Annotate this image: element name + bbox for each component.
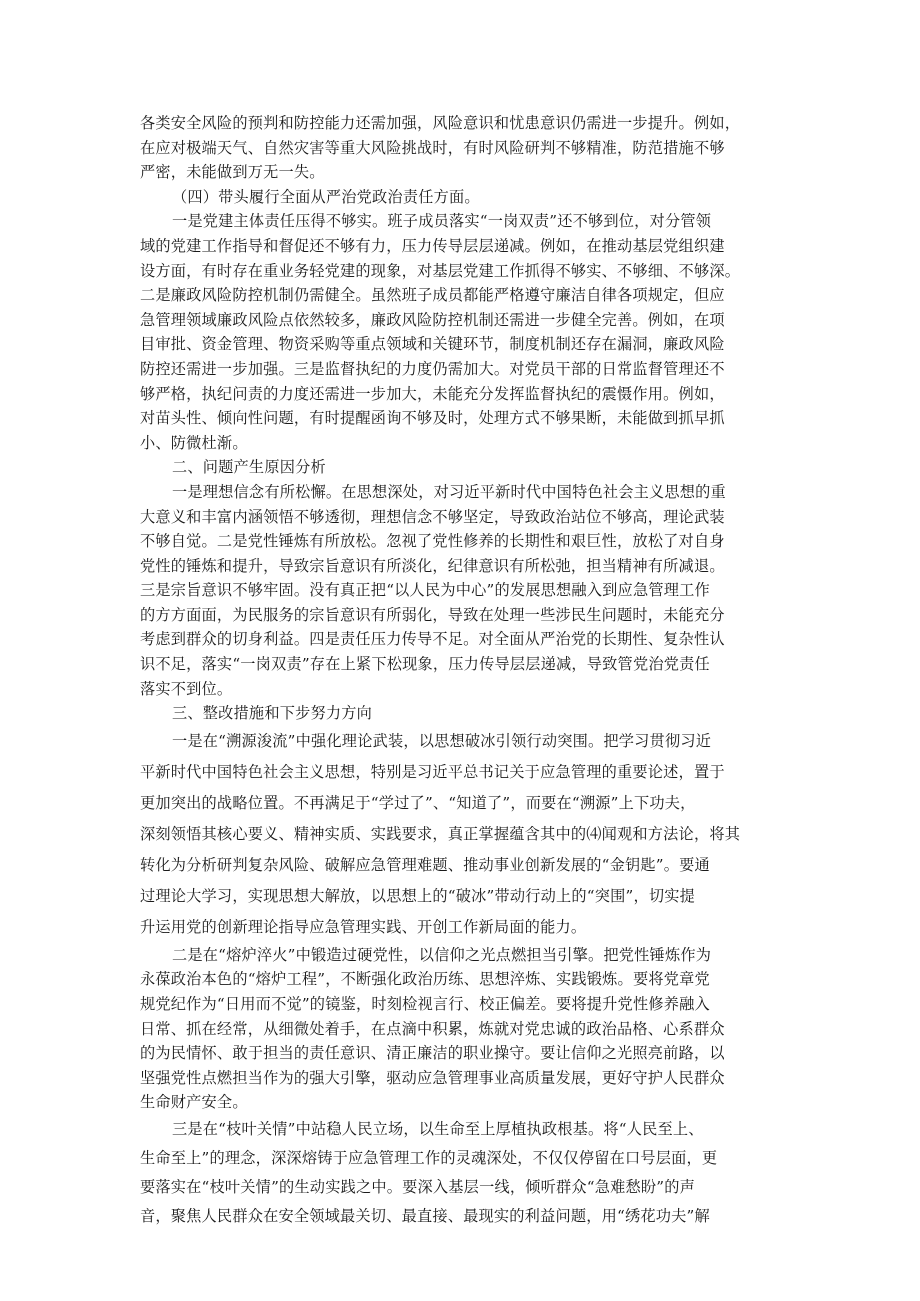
text-line: 升运用党的创新理论指导应急管理实践、开创工作新局面的能力。 (140, 917, 587, 936)
text-line: 考虑到群众的切身利益。四是责任压力传导不足。对全面从严治党的长期性、复杂性认 (140, 630, 725, 649)
paragraph-cause-analysis (140, 480, 785, 701)
text-line: 落实不到位。 (140, 679, 233, 698)
text-line: 的方方面面，为民服务的宗旨意识有所弱化，导致在处理一些涉民生问题时，未能充分 (140, 605, 725, 624)
text-line: 一是在“溯源浚流”中强化理论武装，以思想破冰引领行动突围。把学习贯彻习近 (172, 731, 712, 750)
text-line: 坚强党性点燃担当作为的强大引擎，驱动应急管理事业高质量发展，更好守护人民群众 (140, 1068, 725, 1087)
text-line: 不够自觉。二是党性锤炼有所放松。忽视了党性修养的长期性和艰巨性，放松了对自身 (140, 532, 725, 551)
text-line: 一是理想信念有所松懈。在思想深处，对习近平新时代中国特色社会主义思想的重 (172, 482, 726, 501)
paragraph-party-building (140, 209, 785, 455)
text-line: 过理论大学习，实现思想大解放，以思想上的“破冰”带动行动上的“突围”，切实提 (140, 886, 696, 905)
text-line: 设方面，有时存在重业务轻党建的现象，对基层党建工作抓得不够实、不够细、不够深。 (140, 261, 741, 280)
paragraph-risk-prevention (140, 111, 785, 185)
text-line: 对苗头性、倾向性问题，有时提醒函询不够及时，处理方式不够果断，未能做到抓早抓 (140, 409, 725, 428)
text-line: 更加突出的战略位置。不再满足于“学过了”、“知道了”，而要在“溯源”上下功夫， (140, 793, 696, 812)
text-line: 防控还需进一步加强。三是监督执纪的力度仍需加大。对党员干部的日常监督管理还不 (140, 359, 725, 378)
text-line: 域的党建工作指导和督促还不够有力，压力传导层层递减。例如，在推动基层党组织建 (140, 236, 725, 255)
text-line: 三是宗旨意识不够牢固。没有真正把“以人民为中心”的发展思想融入到应急管理工作 (140, 581, 710, 600)
paragraph-people-first (140, 1115, 785, 1231)
text-line: 急管理领域廉政风险点依然较多，廉政风险防控机制还需进一步健全完善。例如，在项 (140, 310, 725, 329)
document-page (140, 111, 785, 1231)
text-line: 平新时代中国特色社会主义思想，特别是习近平总书记关于应急管理的重要论述，置于 (140, 762, 725, 781)
heading-text: 三、整改措施和下步努力方向 (172, 704, 373, 723)
heading-text: （四）带头履行全面从严治党政治责任方面。 (172, 187, 480, 206)
text-line: 小、防微杜渐。 (140, 433, 248, 452)
text-line: 严密，未能做到万无一失。 (140, 163, 325, 182)
text-line: 一是党建主体责任压得不够实。班子成员落实“一岗双责”还不够到位，对分管领 (172, 212, 712, 231)
text-line: 的为民情怀、敢于担当的责任意识、清正廉洁的职业操守。要让信仰之光照亮前路，以 (140, 1044, 725, 1063)
text-line: 转化为分析研判复杂风险、破解应急管理难题、推动事业创新发展的“金钥匙”。要通 (140, 855, 710, 874)
text-line: 党性的锤炼和提升，导致宗旨意识有所淡化，纪律意识有所松弛，担当精神有所减退。 (140, 556, 725, 575)
text-line: 音，聚焦人民群众在安全领域最关切、最直接、最现实的利益问题，用“绣花功夫”解 (140, 1207, 710, 1225)
text-line: 日常、抓在经常，从细微处着手，在点滴中积累，炼就对党忠诚的政治品格、心系群众 (140, 1019, 725, 1038)
paragraph-party-spirit (140, 943, 785, 1115)
text-line: 够严格，执纪问责的力度还需进一步加大，未能充分发挥监督执纪的震慑作用。例如， (140, 384, 725, 403)
text-line: 要落实在“枝叶关情”的生动实践之中。要深入基层一线，倾听群众“急难愁盼”的声 (140, 1178, 696, 1196)
section-heading-cause-analysis (140, 455, 785, 480)
section-heading-rectification (140, 701, 785, 726)
text-line: 各类安全风险的预判和防控能力还需加强，风险意识和忧患意识仍需进一步提升。例如， (140, 114, 741, 132)
heading-text: 二、问题产生原因分析 (172, 458, 326, 477)
text-line: 二是廉政风险防控机制仍需健全。虽然班子成员都能严格遵守廉洁自律各项规定，但应 (140, 286, 725, 305)
text-line: 在应对极端天气、自然灾害等重大风险挑战时，有时风险研判不够精准，防范措施不够 (140, 138, 725, 157)
text-line: 三是在“枝叶关情”中站稳人民立场，以生命至上厚植执政根基。将“人民至上、 (172, 1120, 704, 1138)
text-line: 目审批、资金管理、物资采购等重点领域和关键环节，制度机制还存在漏洞，廉政风险 (140, 335, 725, 354)
text-line: 深刻领悟其核心要义、精神实质、实践要求，真正掌握蕴含其中的⑷闻观和方法论，将其 (140, 824, 741, 843)
paragraph-theory-armament (140, 726, 785, 943)
text-line: 大意义和丰富内涵领悟不够透彻，理想信念不够坚定，导致政治站位不够高，理论武装 (140, 507, 725, 526)
text-line: 识不足，落实“一岗双责”存在上紧下松现象，压力传导层层递减，导致管党治党责任 (140, 655, 710, 674)
text-line: 生命财产安全。 (140, 1093, 248, 1112)
text-line: 永葆政治本色的“熔炉工程”，不断强化政治历练、思想淬炼、实践锻炼。要将党章党 (140, 970, 710, 989)
text-line: 规党纪作为“日用而不觉”的镜鉴，时刻检视言行、校正偏差。要将提升党性修养融入 (140, 995, 710, 1014)
section-heading-4 (140, 185, 785, 210)
text-line: 生命至上”的理念，深深熔铸于应急管理工作的灵魂深处，不仅仅停留在口号层面，更 (140, 1149, 718, 1167)
text-line: 二是在“熔炉淬火”中锻造过硬党性，以信仰之光点燃担当引擎。把党性锤炼作为 (172, 945, 712, 964)
